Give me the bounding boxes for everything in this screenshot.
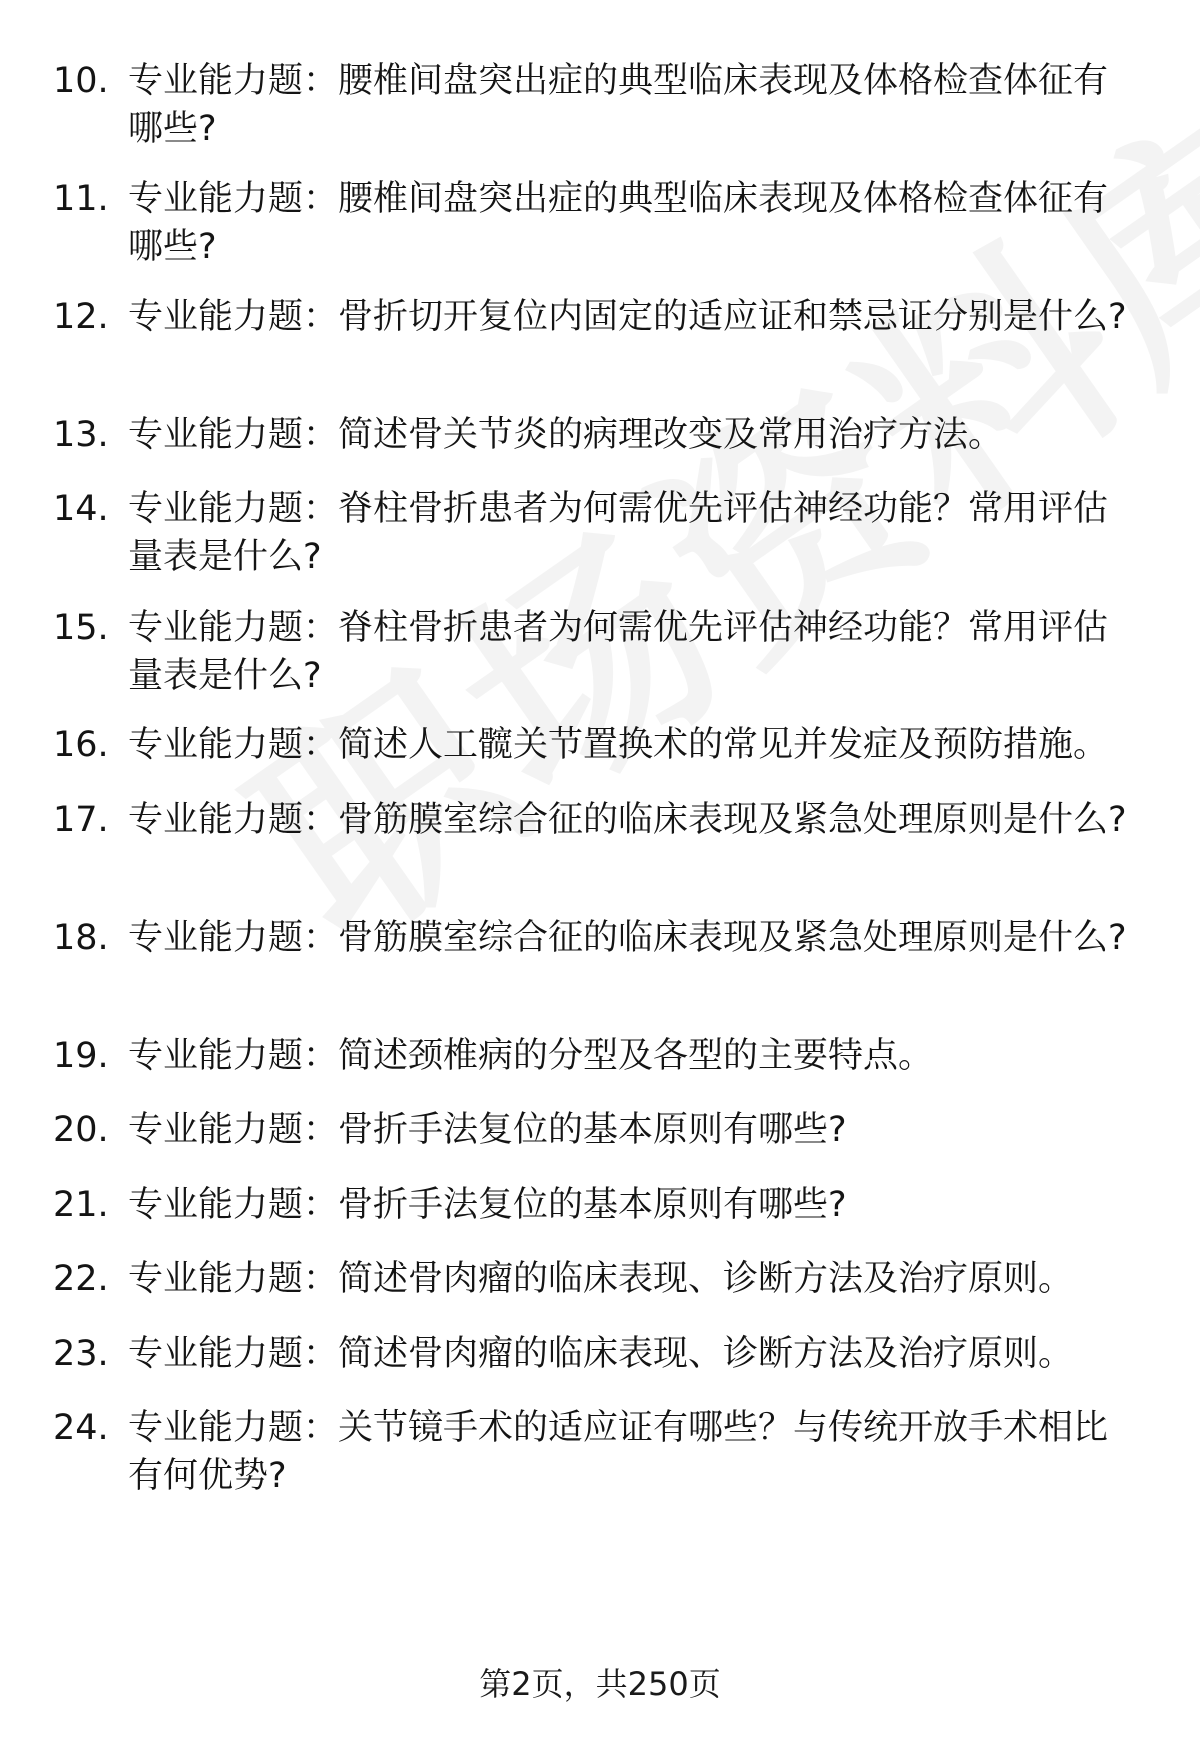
- question-text-block: [128, 1330, 1143, 1378]
- question-text: 脊柱骨折患者为何需优先评估神经功能？常用评估量表是什么?: [128, 489, 1109, 577]
- question-number: 14.: [53, 489, 109, 529]
- question-text: 腰椎间盘突出症的典型临床表现及体格检查体征有哪些?: [128, 179, 1109, 267]
- question-number: 23.: [53, 1334, 109, 1374]
- question-text-block: [128, 721, 1143, 769]
- question-category: 专业能力题：: [128, 61, 339, 101]
- question-text: 简述颈椎病的分型及各型的主要特点。: [338, 1036, 934, 1076]
- question-category: 专业能力题：: [128, 415, 339, 455]
- question-text-block: [128, 1106, 1143, 1154]
- question-text-block: [128, 411, 1143, 459]
- question-text-block: [128, 1255, 1143, 1303]
- question-text: 简述人工髋关节置换术的常见并发症及预防措施。: [338, 725, 1109, 765]
- question-number: 16.: [53, 725, 109, 765]
- question-number: 19.: [53, 1036, 109, 1076]
- question-category: 专业能力题：: [128, 179, 339, 219]
- question-text-block: [128, 914, 1143, 962]
- question-text: 骨筋膜室综合征的临床表现及紧急处理原则是什么?: [338, 800, 1127, 840]
- question-text: 骨折切开复位内固定的适应证和禁忌证分别是什么?: [338, 297, 1127, 337]
- question-number: 22.: [53, 1259, 109, 1299]
- question-category: 专业能力题：: [128, 297, 339, 337]
- question-number: 11.: [53, 179, 109, 219]
- question-number: 12.: [53, 297, 109, 337]
- question-number: 17.: [53, 800, 109, 840]
- question-number: 10.: [53, 61, 109, 101]
- question-number: 20.: [53, 1110, 109, 1150]
- question-text: 脊柱骨折患者为何需优先评估神经功能？常用评估量表是什么?: [128, 608, 1109, 696]
- page-footer: 第2页，共250页: [479, 1665, 721, 1703]
- question-text: 骨折手法复位的基本原则有哪些?: [338, 1110, 847, 1150]
- question-text: 简述骨肉瘤的临床表现、诊断方法及治疗原则。: [338, 1259, 1074, 1299]
- question-text-block: [128, 1032, 1143, 1080]
- question-category: 专业能力题：: [128, 1334, 339, 1374]
- question-category: 专业能力题：: [128, 1110, 339, 1150]
- question-category: 专业能力题：: [128, 1408, 339, 1448]
- question-number: 18.: [53, 918, 109, 958]
- question-text-block: [128, 175, 1143, 271]
- question-text-block: [128, 1181, 1143, 1229]
- question-category: 专业能力题：: [128, 1185, 339, 1225]
- question-category: 专业能力题：: [128, 1259, 339, 1299]
- question-category: 专业能力题：: [128, 918, 339, 958]
- question-text-block: [128, 293, 1143, 341]
- question-text-block: [128, 604, 1143, 700]
- question-number: 24.: [53, 1408, 109, 1448]
- question-text: 腰椎间盘突出症的典型临床表现及体格检查体征有哪些?: [128, 61, 1109, 149]
- question-text-block: [128, 57, 1143, 153]
- question-category: 专业能力题：: [128, 725, 339, 765]
- question-category: 专业能力题：: [128, 608, 339, 648]
- question-category: 专业能力题：: [128, 1036, 339, 1076]
- question-category: 专业能力题：: [128, 489, 339, 529]
- question-text-block: [128, 1404, 1143, 1500]
- question-number: 15.: [53, 608, 109, 648]
- question-text: 骨折手法复位的基本原则有哪些?: [338, 1185, 847, 1225]
- question-text: 简述骨关节炎的病理改变及常用治疗方法。: [338, 415, 1004, 455]
- question-text: 简述骨肉瘤的临床表现、诊断方法及治疗原则。: [338, 1334, 1074, 1374]
- question-category: 专业能力题：: [128, 800, 339, 840]
- question-text: 骨筋膜室综合征的临床表现及紧急处理原则是什么?: [338, 918, 1127, 958]
- question-text-block: [128, 485, 1143, 581]
- question-text: 关节镜手术的适应证有哪些？与传统开放手术相比有何优势?: [128, 1408, 1109, 1496]
- question-number: 13.: [53, 415, 109, 455]
- question-number: 21.: [53, 1185, 109, 1225]
- question-text-block: [128, 796, 1143, 844]
